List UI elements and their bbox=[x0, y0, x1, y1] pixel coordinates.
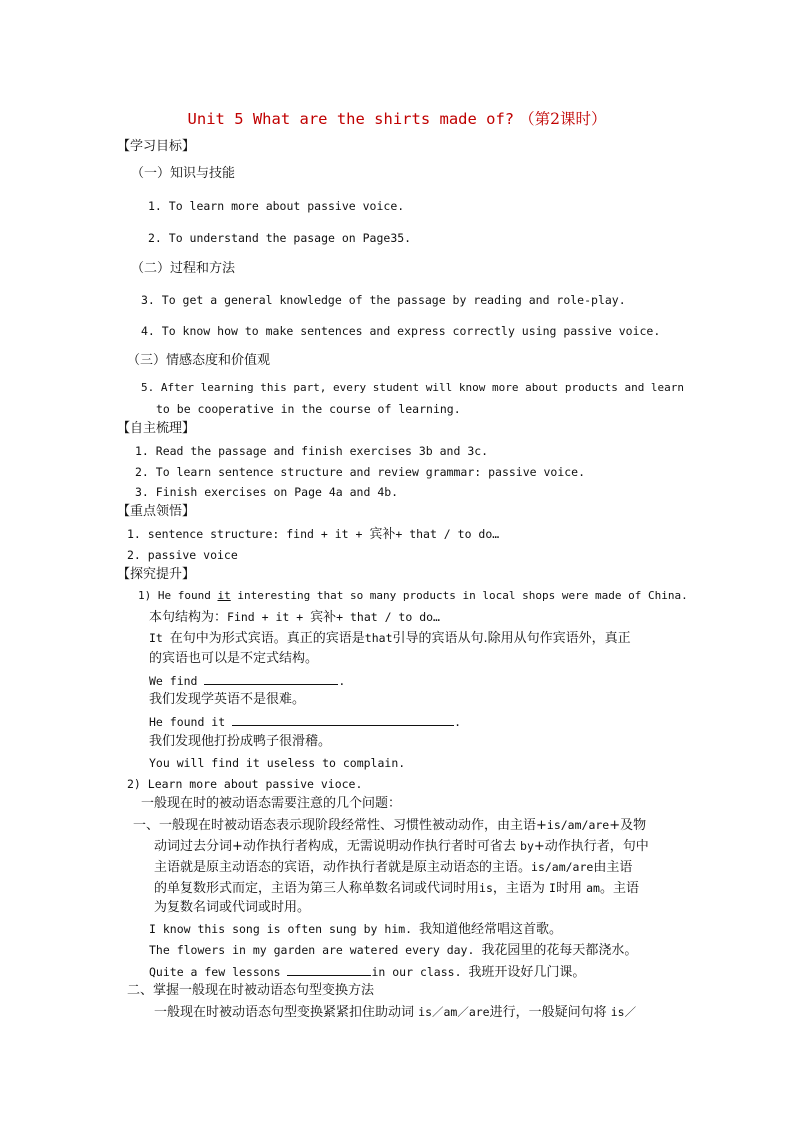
exercise-he-found-translation: 我们发现他打扮成鸭子很滑稽。 bbox=[149, 734, 332, 749]
passive-note-1-line1 bbox=[133, 817, 646, 834]
title-english: Unit 5 What are the shirts made of? bbox=[187, 110, 515, 128]
passive-note-2-line1 bbox=[154, 1004, 636, 1021]
explore-explanation-line1 bbox=[149, 630, 631, 647]
explore-structure-d: + that / to do… bbox=[336, 610, 440, 624]
example-lessons-en: in our class. bbox=[371, 965, 469, 979]
explore-example-1 bbox=[138, 588, 688, 604]
example-flowers bbox=[149, 942, 637, 959]
note2-b: is／am／are bbox=[418, 1005, 490, 1019]
note1-j: ，主语为 bbox=[492, 881, 550, 896]
goal-item-2: 2. To understand the pasage on Page35. bbox=[148, 231, 412, 245]
goal-item-5-line2: to be cooperative in the course of learning. bbox=[156, 402, 461, 416]
note1-I: I bbox=[549, 881, 556, 895]
page-title bbox=[0, 107, 794, 129]
passive-note-1-line3 bbox=[154, 859, 632, 876]
goal-item-1: 1. To learn more about passive voice. bbox=[148, 199, 405, 213]
explore-explanation-b: 在句中为形式宾语。真正的宾语是 bbox=[169, 631, 365, 646]
key-points-heading: 【重点领悟】 bbox=[117, 504, 196, 519]
answer-blank-2[interactable] bbox=[232, 713, 454, 726]
passive-note-1-line4 bbox=[154, 880, 639, 897]
goal-item-4: 4. To know how to make sentences and express correctly using passive voice. bbox=[141, 324, 661, 338]
answer-blank-3[interactable] bbox=[287, 963, 371, 976]
explore-explanation-line2: 的宾语也可以是不定式结构。 bbox=[149, 651, 319, 666]
key-point-1-complement: 宾补 bbox=[369, 527, 396, 542]
explore-structure-label: 本句结构为： bbox=[149, 610, 228, 625]
exercise-we-find-end: . bbox=[338, 674, 346, 688]
self-study-item-2: 2. To learn sentence structure and review grammar: passive voice. bbox=[135, 465, 586, 479]
explore-explanation-it: It bbox=[149, 631, 170, 645]
explore-structure-a: Find + it + bbox=[227, 610, 311, 624]
note1-i: 的单复数形式而定，主语为第三人称单数名词或代词时用 bbox=[154, 881, 480, 896]
self-study-item-1: 1. Read the passage and finish exercises 3b and 3c. bbox=[135, 444, 489, 458]
goal-item-5-line1: 5. After learning this part, every student will know more about products and learn bbox=[141, 381, 685, 394]
exercise-he-found-end: . bbox=[454, 715, 462, 729]
note1-by: by bbox=[520, 839, 534, 853]
explore-item-2: 2) Learn more about passive vioce. bbox=[127, 777, 363, 791]
title-lesson: （第2课时） bbox=[519, 110, 607, 128]
explore-example-1-it: it bbox=[217, 589, 231, 602]
exercise-he-found bbox=[149, 713, 461, 730]
answer-blank-1[interactable] bbox=[204, 672, 338, 685]
exercise-we-find bbox=[149, 672, 345, 689]
example-useless: You will find it useless to complain. bbox=[149, 756, 406, 770]
goals-heading: 【学习目标】 bbox=[117, 139, 196, 154]
explore-heading: 【探究提升】 bbox=[117, 567, 196, 582]
exercise-we-find-prefix: We find bbox=[149, 674, 205, 688]
explore-example-1-a: 1) He found bbox=[138, 589, 218, 602]
example-flowers-cn: 我花园里的花每天都浇水。 bbox=[481, 943, 638, 958]
note1-is: is bbox=[479, 881, 493, 895]
self-study-item-3: 3. Finish exercises on Page 4a and 4b. bbox=[135, 485, 399, 499]
passive-note-2-heading: 二、掌握一般现在时被动语态句型变换方法 bbox=[127, 983, 375, 998]
goal-item-3: 3. To get a general knowledge of the passage by reading and role-play. bbox=[141, 293, 626, 307]
note2-d: is／ bbox=[610, 1005, 637, 1019]
note1-k: 时用 bbox=[555, 881, 587, 896]
exercise-he-found-prefix: He found it bbox=[149, 715, 233, 729]
goals-subheading-attitude: （三）情感态度和价值观 bbox=[127, 353, 271, 368]
example-lessons-prefix: Quite a few lessons bbox=[149, 965, 288, 979]
note1-g: is/am/are bbox=[531, 860, 594, 874]
exercise-we-find-translation: 我们发现学英语不是很难。 bbox=[149, 692, 306, 707]
passive-note-1-line5: 为复数名词或代词或时用。 bbox=[154, 900, 311, 915]
note1-h: 由主语 bbox=[593, 860, 633, 875]
note1-e: +动作执行者，句中 bbox=[533, 839, 649, 854]
note2-c: 进行，一般疑问句将 bbox=[489, 1005, 611, 1020]
note1-a: 一、一般现在时被动语态表示现阶段经常性、习惯性被动动作，由主语+ bbox=[133, 818, 547, 833]
note1-am: am bbox=[586, 881, 600, 895]
passive-note-1-line2 bbox=[154, 838, 649, 855]
note1-d: 动词过去分词+动作执行者构成，无需说明动作执行者时可省去 bbox=[154, 839, 521, 854]
passive-notes-intro: 一般现在时的被动语态需要注意的几个问题： bbox=[141, 796, 402, 811]
key-point-2: 2. passive voice bbox=[127, 548, 238, 562]
goals-subheading-knowledge: （一）知识与技能 bbox=[131, 166, 236, 181]
example-song-en: I know this song is often sung by him. bbox=[149, 922, 420, 936]
example-song bbox=[149, 921, 562, 938]
explore-example-1-b: interesting that so many products in local shops were made of China. bbox=[230, 589, 688, 602]
note1-b: is/am/are bbox=[546, 818, 610, 832]
note1-c: +及物 bbox=[609, 818, 647, 833]
explore-explanation-that: that bbox=[364, 631, 393, 645]
example-lessons bbox=[149, 963, 585, 981]
note1-l: 。主语 bbox=[599, 881, 639, 896]
example-flowers-en: The flowers in my garden are watered every day. bbox=[149, 943, 482, 957]
note1-f: 主语就是原主动语态的宾语，动作执行者就是原主动语态的主语。 bbox=[154, 860, 532, 875]
explore-explanation-d: 引导的宾语从句.除用从句作宾语外，真正 bbox=[392, 631, 631, 646]
goals-subheading-process: （二）过程和方法 bbox=[131, 261, 236, 276]
note2-a: 一般现在时被动语态句型变换紧紧扣住助动词 bbox=[154, 1005, 419, 1020]
explore-structure-complement: 宾补 bbox=[310, 610, 337, 625]
key-point-1 bbox=[127, 526, 499, 543]
key-point-1-text-a: 1. sentence structure: find + it + bbox=[127, 527, 370, 541]
example-lessons-cn: 我班开设好几门课。 bbox=[468, 965, 586, 980]
self-study-heading: 【自主梳理】 bbox=[117, 421, 196, 436]
explore-structure bbox=[149, 609, 440, 626]
example-song-cn: 我知道他经常唱这首歌。 bbox=[419, 922, 563, 937]
key-point-1-text-c: + that / to do… bbox=[395, 527, 500, 541]
